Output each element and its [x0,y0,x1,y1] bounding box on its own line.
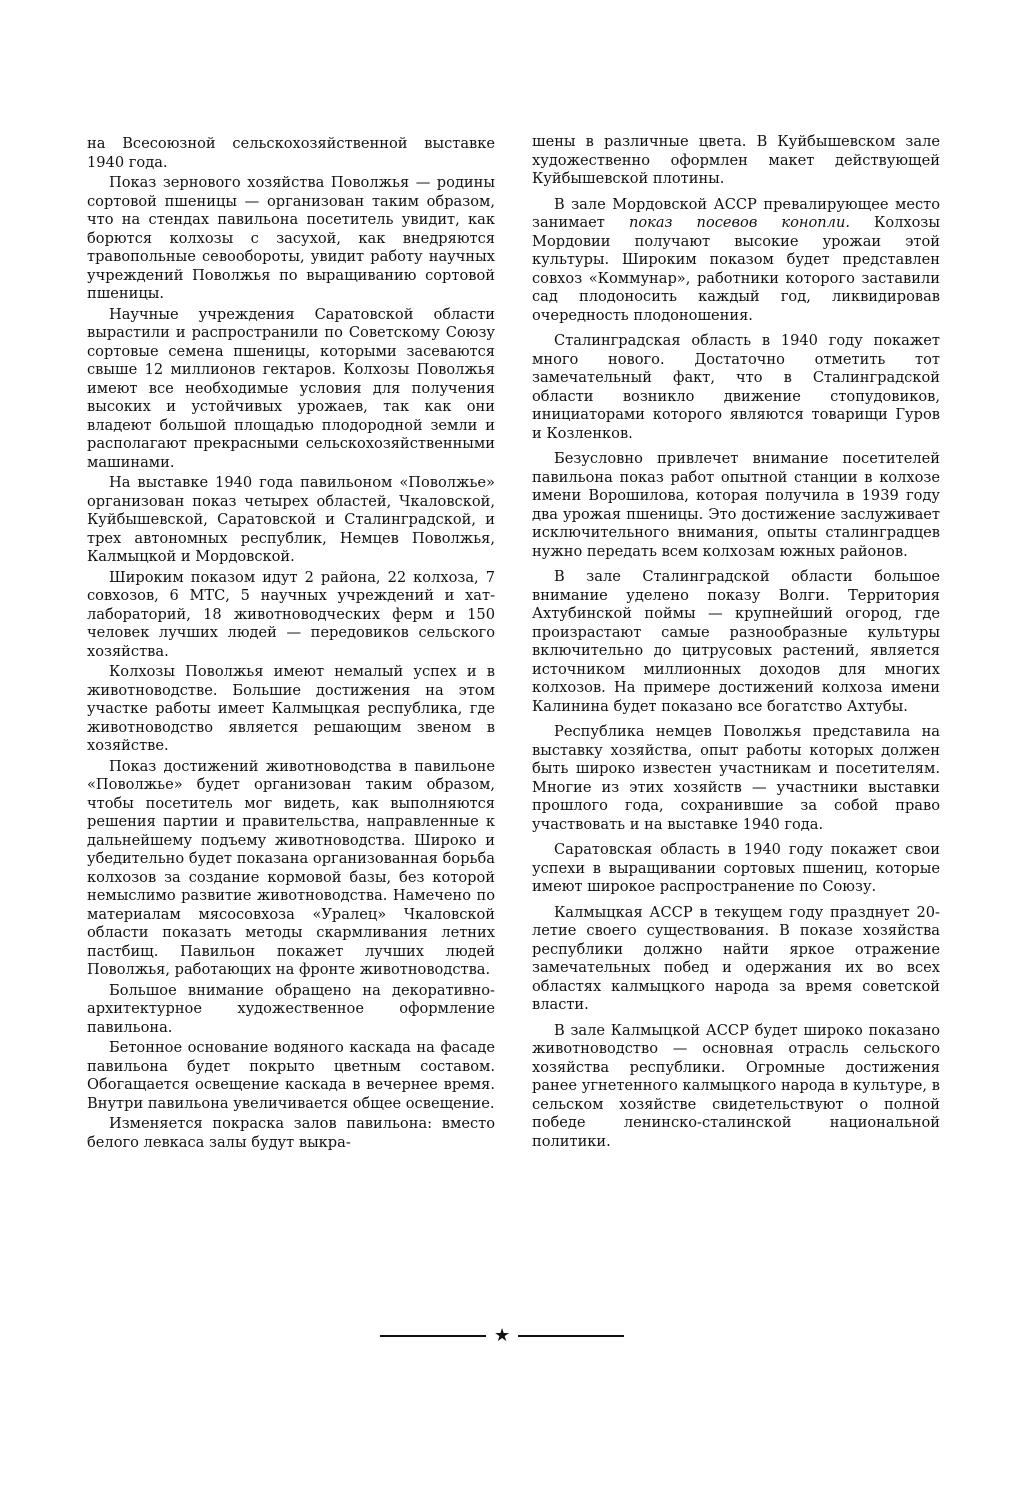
paragraph: Показ зернового хозяйства Поволжья — родины сортовой пшеницы — организован таким образом, что на стендах павильона посетитель увидит, как борются колхозы с засухой, как внедряются травопольные севообороты, увидит работу научных учреждений Поволжья по выращиванию сортовой пшеницы. [87,174,495,302]
paragraph: Колхозы Поволжья имеют немалый успех и в животноводстве. Большие достижения на этом участке работы имеет Калмыцкая республика, где животноводство является решающим звеном в хозяйстве. [87,663,495,754]
paragraph: Калмыцкая АССР в текущем году празднует 20-летие своего существования. В показе хозяйства республики должно найти яркое отражение замечательных побед и одержания их во всех областях калмыцкого народа за время советской власти. [532,903,940,1013]
paragraph-text: Колхозы Мордовии получают высокие урожаи этой культуры. Широким показом будет представлен совхоз «Коммунар», работники которого заставили сад плодоносить каждый год, ликвидировав очередность плодоношения. [532,214,940,324]
paragraph: Республика немцев Поволжья представила на выставку хозяйства, опыт работы которых должен быть широко известен участникам и посетителям. Многие из этих хозяйств — участники выставки прошлого года, сохранившие за собой право участвовать и на выставке 1940 года. [532,723,940,833]
divider-rule-right [518,1335,624,1337]
paragraph: Бетонное основание водяного каскада на фасаде павильона будет покрыто цветным составом. Обогащается освещение каскада в вечернее время. Внутри павильона увеличивается общее освещение. [87,1039,495,1112]
paragraph: Широким показом идут 2 района, 22 колхоза, 7 совхозов, 6 МТС, 5 научных учреждений и хат-лабораторий, 18 животноводческих ферм и 150 человек лучших людей — передовиков сельского хозяйства. [87,568,495,660]
paragraph: Научные учреждения Саратовской области вырастили и распространили по Советскому Союзу сортовые семена пшеницы, которыми засеваются свыше 12 миллионов гектаров. Колхозы Поволжья имеют все необходимые условия для получения высоких и устойчивых урожаев, так как они владеют большой площадью плодородной земли и располагают прекрасными сельскохозяйственными машинами. [87,305,495,471]
star-icon: ★ [493,1325,511,1346]
paragraph: Показ достижений животноводства в павильоне «Поволжье» будет организован таким образом, чтобы посетитель мог видеть, как выполняются решения партии и правительства, направленные к дальнейшему подъему животноводства. Широко и убедительно будет показана организованная борьба колхозов за создание кормовой базы, без которой немыслимо развитие животноводства. Намечено по материалам мясосовхоза «Уралец» Чкаловской области показать методы скармливания летних пастбищ. Павильон покажет лучших людей Поволжья, работающих на фронте животноводства. [87,757,495,978]
emphasis-text: показ посевов конопли. [628,214,850,231]
divider-rule-left [380,1335,486,1337]
text-column-right [532,133,940,1151]
paragraph: Изменяется покраска залов павильона: вместо белого левкаса залы будут выкра- [87,1115,495,1151]
paragraph: На выставке 1940 года павильоном «Поволжье» организован показ четырех областей, Чкаловской, Куйбышевской, Саратовской и Сталинградской, и трех автономных республик, Немцев Поволжья, Калмыцкой и Мордовской. [87,474,495,565]
text-column-left [87,135,495,1152]
paragraph: В зале Калмыцкой АССР будет широко показано животноводство — основная отрасль сельского хозяйства республики. Огромные достижения ранее угнетенного калмыцкого народа в культуре, в сельском хозяйстве свидетельствуют о полной победе ленинско-сталинской национальной политики. [532,1021,940,1150]
paragraph: Безусловно привлечет внимание посетителей павильона показ работ опытной станции в колхозе имени Ворошилова, которая получила в 1939 году два урожая пшеницы. Это достижение заслуживает исключительного внимания, опыты сталинградцев нужно передать всем колхозам южных районов. [532,450,940,560]
paragraph: на Всесоюзной сельскохозяйственной выставке 1940 года. [87,135,495,171]
paragraph [532,196,940,326]
paragraph: Саратовская область в 1940 году покажет свои успехи в выращивании сортовых пшениц, которые имеют широкое распространение по Союзу. [532,841,940,895]
paragraph: Сталинградская область в 1940 году покажет много нового. Достаточно отметить тот замечательный факт, что в Сталинградской области возникло движение стопудовиков, инициаторами которого являются товарищи Гуров и Козленков. [532,332,940,442]
paragraph-text: В зале Мордовской АССР превалирующее место занимает [532,195,940,231]
section-divider [380,1326,624,1346]
paragraph: Большое внимание обращено на декоративно-архитектурное художественное оформление павильона. [87,981,495,1036]
paragraph: шены в различные цвета. В Куйбышевском зале художественно оформлен макет действующей Куйбышевской плотины. [532,133,940,187]
paragraph: В зале Сталинградской области большое внимание уделено показу Волги. Территория Ахтубинской поймы — крупнейший огород, где произрастают самые разнообразные культуры включительно до цитрусовых растений, является источником миллионных доходов для многих колхозов. На примере достижений колхоза имени Калинина будет показано все богатство Ахтубы. [532,568,940,715]
